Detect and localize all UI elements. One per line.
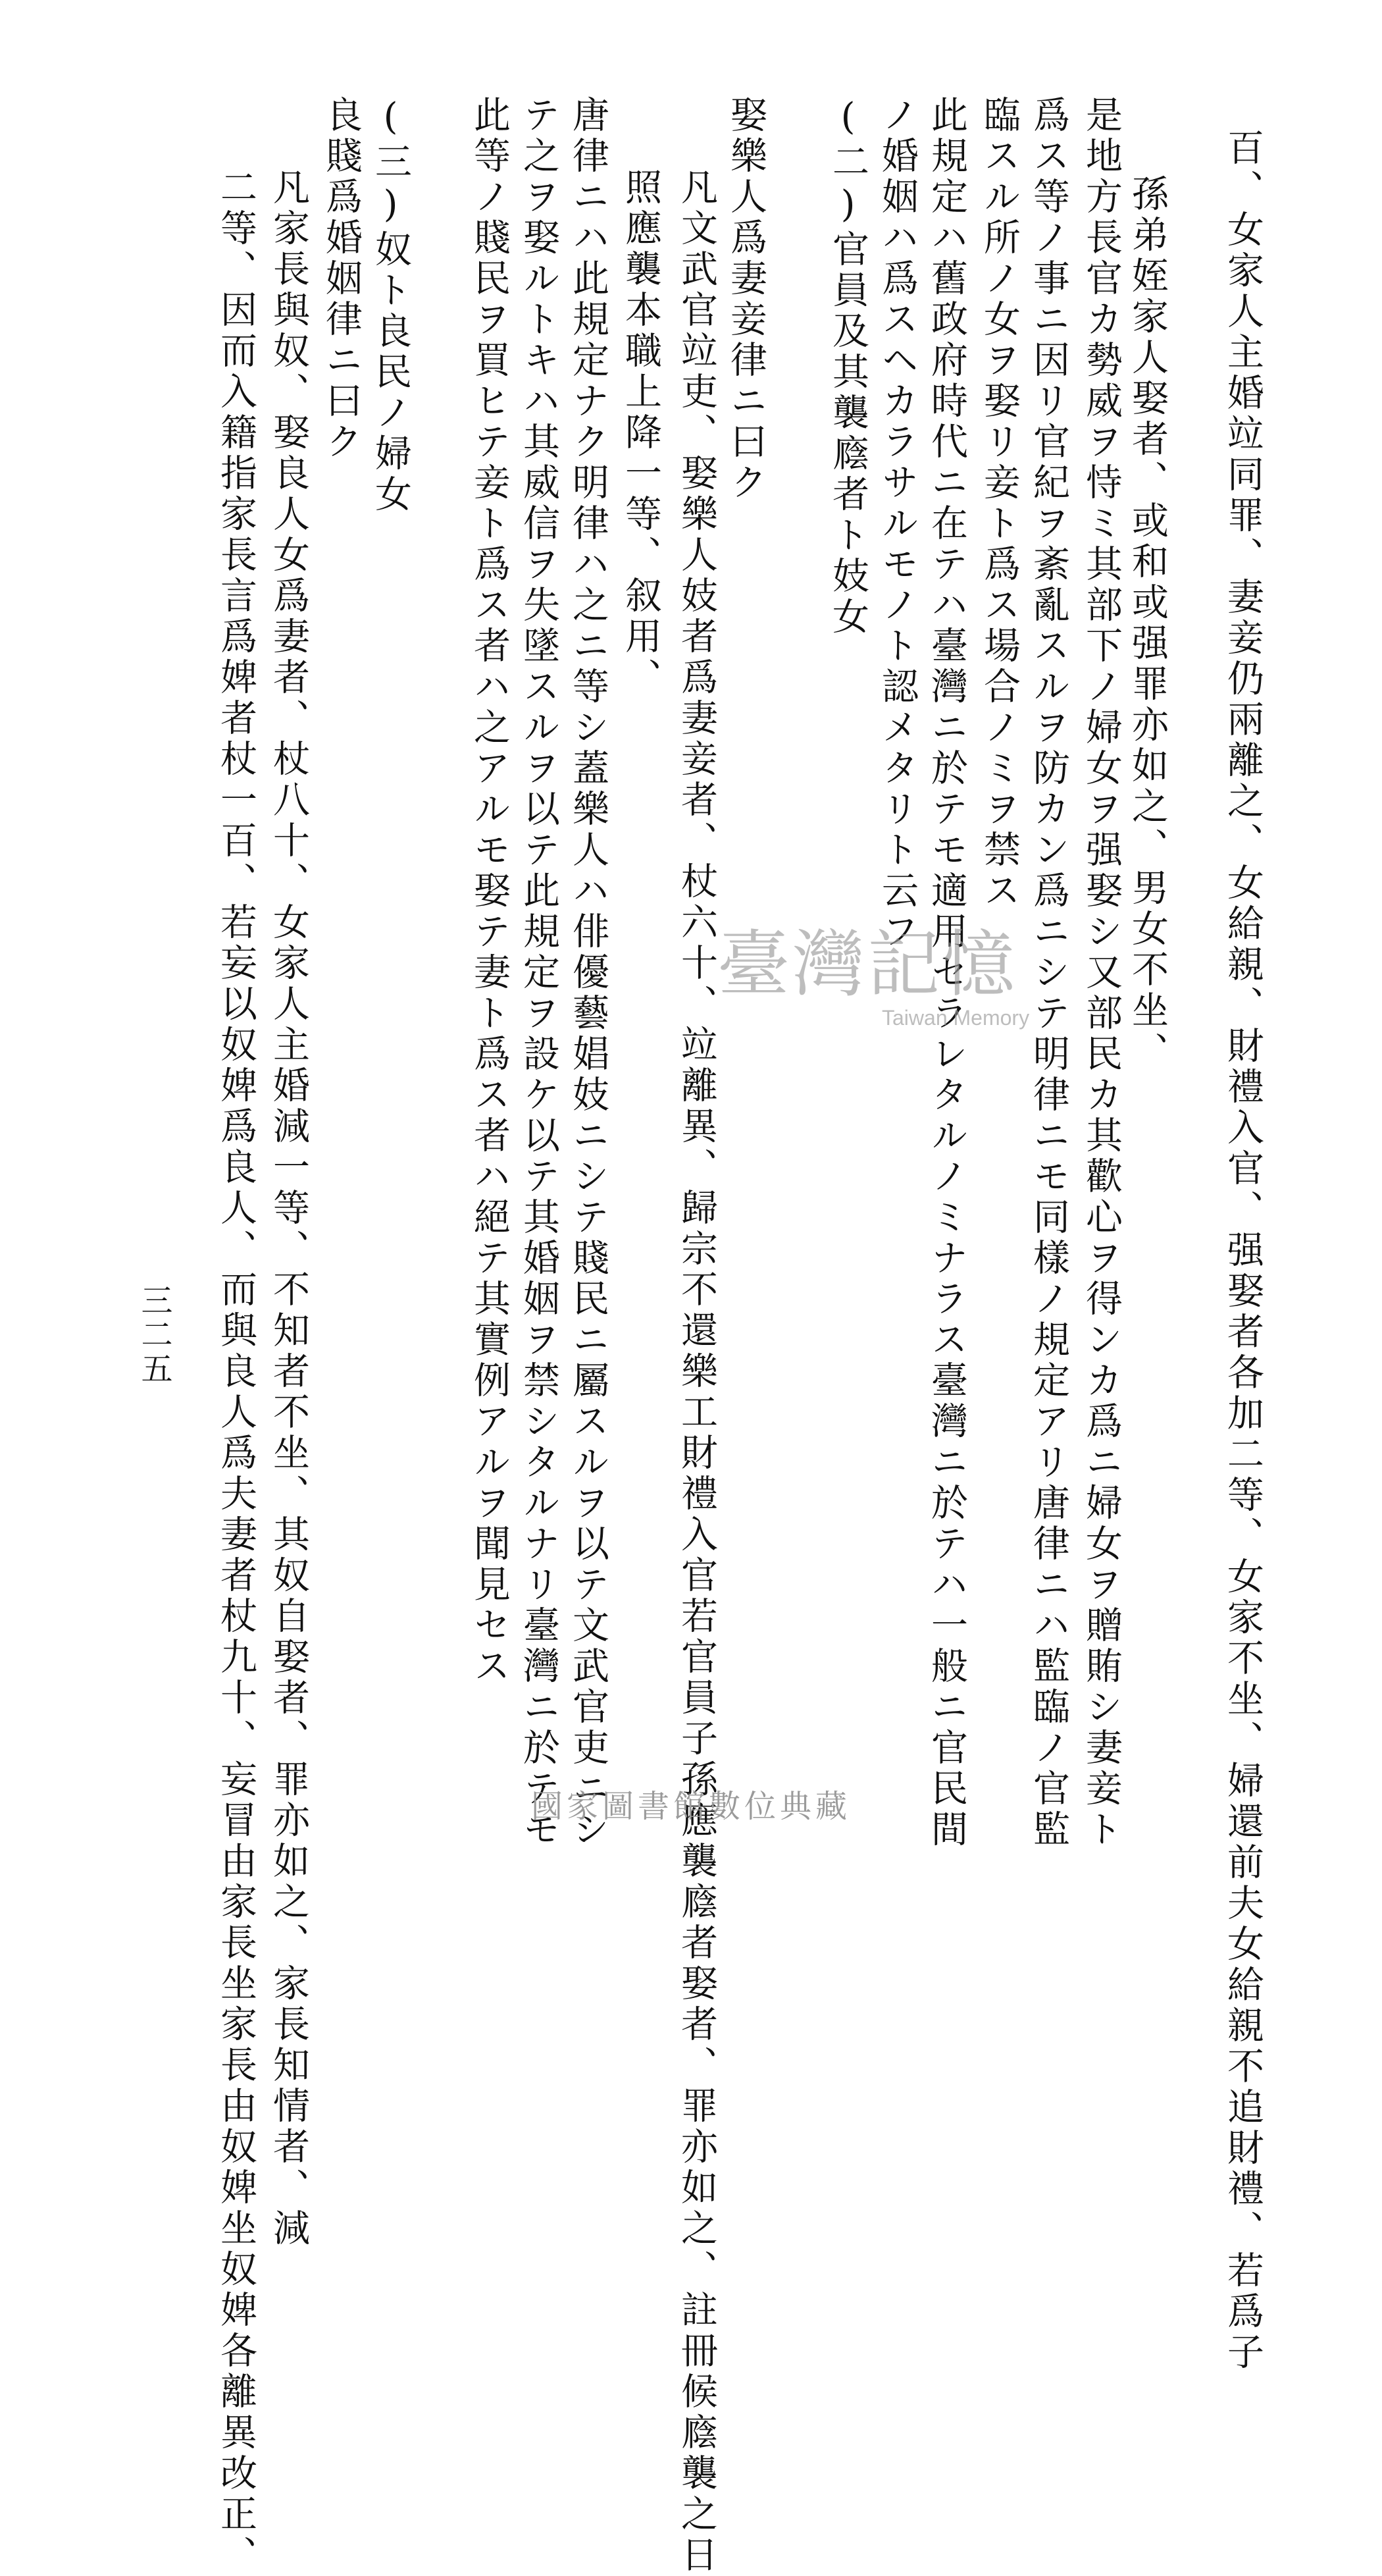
section-heading-3-text: (三)奴ト良民ノ婦女 (369, 95, 412, 515)
text-column-18 (215, 168, 257, 2576)
text-column-10 (675, 168, 718, 2576)
text-column-7 (876, 95, 919, 953)
section-heading-2 (827, 95, 869, 638)
footer-label: 國家圖書館數位典藏 (530, 1788, 851, 1825)
text-column-5 (978, 95, 1021, 912)
text-column-13 (517, 95, 560, 1851)
watermark-subtitle: Taiwan Memory (882, 1006, 1030, 1030)
text-column-2 (1126, 174, 1169, 1072)
column-12-text: 唐律ニハ此規定ナク明律ハ之ニ等シ蓋樂人ハ俳優藝娼妓ニシテ賤民ニ屬スルヲ以テ文武官吏ニシ (567, 95, 609, 1851)
column-6-text: 此規定ハ舊政府時代ニ在テハ臺灣ニ於テモ適用セラレタルノミナラス臺灣ニ於テハ一般ニ官民間 (925, 95, 968, 1851)
column-9-text: 娶樂人爲妻妾律ニ曰ク (725, 95, 767, 504)
text-column-17 (267, 168, 310, 2249)
column-7-text: ノ婚姻ハ爲スヘカラサルモノト認メタリト云フ (876, 95, 919, 953)
text-column-1 (1221, 128, 1264, 2373)
text-column-11 (619, 168, 662, 698)
text-column-3 (1080, 95, 1123, 1851)
column-17-text: 凡家長與奴、娶良人女爲妻者、杖八十、女家人主婚減一等、不知者不坐、其奴自娶者、罪亦如之、家長知情者、減 (267, 168, 310, 2249)
column-1-text: 百、女家人主婚竝同罪、妻妾仍兩離之、女給親、財禮入官、强娶者各加二等、女家不坐、婦還前夫女給親不追財禮、若爲子 (1221, 128, 1264, 2373)
column-11-text: 照應襲本職上降一等、叙用、 (619, 168, 662, 698)
column-10-text: 凡文武官竝吏、娶樂人妓者爲妻妾者、杖六十、竝離異、歸宗不還樂工財禮入官若官員子孫應襲廕者娶者、罪亦如之、註冊候廕襲之日 (675, 168, 718, 2576)
column-4-text: 爲ス等ノ事ニ因リ官紀ヲ紊亂スルヲ防カン爲ニシテ明律ニモ同樣ノ規定アリ唐律ニハ監臨ノ官監 (1027, 95, 1070, 1851)
section-heading-2-text: (二)官員及其襲廕者ト妓女 (827, 95, 869, 638)
column-14-text: 此等ノ賤民ヲ買ヒテ妾ト爲ス者ハ之アルモ娶テ妻ト爲ス者ハ絕テ其實例アルヲ聞見セス (468, 95, 511, 1687)
column-16-text: 良賤爲婚姻律ニ曰ク (320, 95, 363, 463)
column-2-text: 孫弟姪家人娶者、或和或强罪亦如之、男女不坐、 (1126, 174, 1169, 1072)
column-18-text: 二等、因而入籍指家長言爲婢者杖一百、若妄以奴婢爲良人、而與良人爲夫妻者杖九十、妄冒由家長坐家長由奴婢坐奴婢各離異改正、 (215, 168, 257, 2576)
watermark-title: 臺灣記憶 (717, 922, 1017, 1007)
text-column-14 (468, 95, 511, 1687)
section-heading-3 (369, 95, 412, 515)
text-column-9 (725, 95, 767, 504)
watermark-logo (717, 922, 1086, 1040)
text-column-16 (320, 95, 363, 463)
page-number: 三二五 (136, 1284, 172, 1386)
column-13-text: テ之ヲ娶ルトキハ其威信ヲ失墜スルヲ以テ此規定ヲ設ケ以テ其婚姻ヲ禁シタルナリ臺灣ニ於テモ (517, 95, 560, 1851)
column-5-text: 臨スル所ノ女ヲ娶リ妾ト爲ス場合ノミヲ禁ス (978, 95, 1021, 912)
text-column-12 (567, 95, 609, 1851)
column-3-text: 是地方長官カ勢威ヲ恃ミ其部下ノ婦女ヲ强娶シ又部民カ其歡心ヲ得ンカ爲ニ婦女ヲ贈賄シ妻妾ト (1080, 95, 1123, 1851)
